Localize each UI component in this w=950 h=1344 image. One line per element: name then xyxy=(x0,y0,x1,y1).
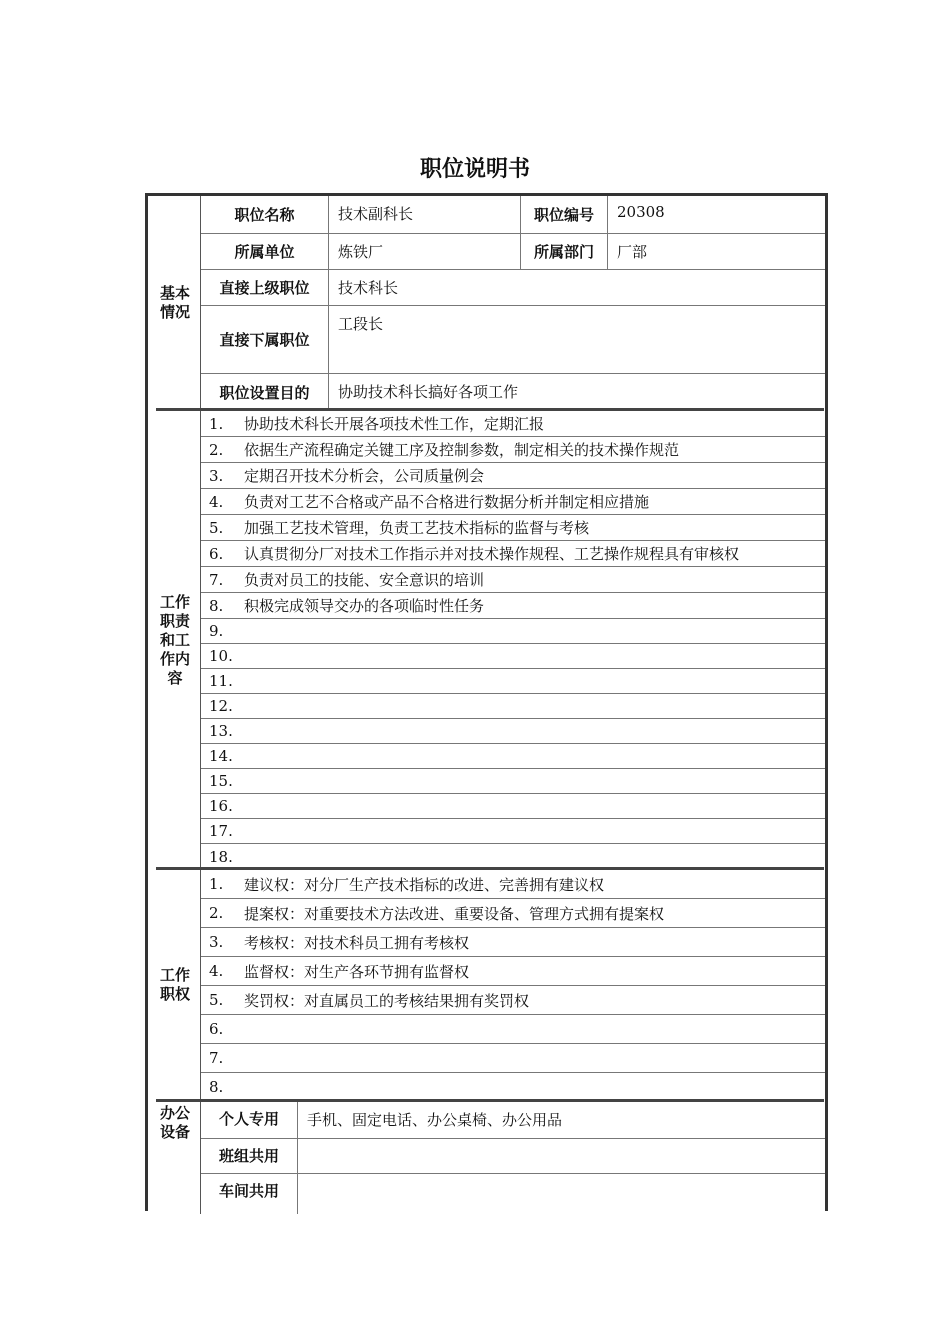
duty-item xyxy=(209,694,244,718)
duty-row xyxy=(201,719,825,744)
authority-item xyxy=(209,1015,244,1043)
equipment-row xyxy=(201,1139,825,1174)
duty-item xyxy=(209,541,739,566)
duty-item xyxy=(209,719,244,743)
superior-row xyxy=(201,270,825,306)
purpose-row xyxy=(201,374,825,410)
equipment-row-value xyxy=(297,1174,825,1214)
equipment-row-value: 手机、固定电话、办公桌椅、办公用品 xyxy=(297,1102,825,1138)
authority-text: 考核权：对技术科员工拥有考核权 xyxy=(244,933,470,952)
authority-item xyxy=(209,1073,244,1100)
subordinate-label: 直接下属职位 xyxy=(219,331,310,349)
equipment-row-label: 班组共用 xyxy=(218,1147,279,1165)
dept-value: 厂部 xyxy=(607,234,825,269)
position-no-label: 职位编号 xyxy=(520,196,607,233)
duty-row xyxy=(201,694,825,719)
authority-row xyxy=(201,899,825,928)
duty-number: 18. xyxy=(209,847,233,866)
position-row xyxy=(201,196,825,234)
authority-item xyxy=(209,870,604,898)
duty-number: 17. xyxy=(209,822,233,840)
equipment-label: 办公 设备 xyxy=(159,1104,190,1141)
duty-item xyxy=(209,515,589,540)
duty-number: 14. xyxy=(209,747,233,765)
equipment-row xyxy=(201,1102,825,1139)
authority-item xyxy=(209,899,664,927)
duty-number: 1. xyxy=(209,414,224,433)
duty-row xyxy=(201,437,825,463)
authority-text: 提案权：对重要技术方法改进、重要设备、管理方式拥有提案权 xyxy=(244,904,665,923)
duty-row xyxy=(201,819,825,844)
duty-row xyxy=(201,515,825,541)
authority-text: 监督权：对生产各环节拥有监督权 xyxy=(244,962,470,981)
duty-number: 9. xyxy=(209,622,224,640)
duty-item xyxy=(209,669,244,693)
duty-number: 15. xyxy=(209,772,233,790)
authority-section xyxy=(148,870,825,1100)
duty-row xyxy=(201,644,825,669)
purpose-label: 职位设置目的 xyxy=(219,383,310,402)
equipment-row-label: 个人专用 xyxy=(218,1110,279,1128)
authority-item xyxy=(209,928,469,956)
authority-text: 建议权：对分厂生产技术指标的改进、完善拥有建议权 xyxy=(244,875,605,894)
equipment-row-value xyxy=(297,1139,825,1173)
duty-text: 协助技术科长开展各项技术性工作，定期汇报 xyxy=(244,415,545,433)
duty-row xyxy=(201,844,825,869)
duty-item xyxy=(209,567,484,592)
duty-text: 定期召开技术分析会，公司质量例会 xyxy=(244,467,485,485)
duty-row xyxy=(201,489,825,515)
authority-row xyxy=(201,957,825,986)
job-description-table xyxy=(145,193,828,1211)
position-no-value: 20308 xyxy=(607,196,825,233)
duty-item xyxy=(209,489,649,514)
duty-number: 7. xyxy=(209,570,224,589)
authority-row xyxy=(201,870,825,899)
duties-label: 工作 职责 和工 作内 容 xyxy=(159,592,190,687)
equipment-body xyxy=(200,1102,825,1214)
dept-label: 所属部门 xyxy=(520,234,607,269)
authority-number: 2. xyxy=(209,904,224,922)
duty-text: 负责对员工的技能、安全意识的培训 xyxy=(244,571,485,589)
authority-row xyxy=(201,928,825,957)
duty-number: 3. xyxy=(209,466,224,485)
authority-item xyxy=(209,1044,244,1072)
unit-label: 所属单位 xyxy=(234,243,295,261)
purpose-value: 协助技术科长搞好各项工作 xyxy=(328,374,825,410)
duty-item xyxy=(209,769,244,793)
authority-row xyxy=(201,986,825,1015)
duty-text: 认真贯彻分厂对技术工作指示并对技术操作规程、工艺操作规程具有审核权 xyxy=(244,545,740,563)
duty-row xyxy=(201,744,825,769)
authority-item xyxy=(209,957,469,985)
position-name-value: 技术副科长 xyxy=(328,196,520,233)
superior-value: 技术科长 xyxy=(328,270,825,305)
duty-row xyxy=(201,794,825,819)
duty-number: 11. xyxy=(209,672,233,690)
duty-number: 13. xyxy=(209,722,233,740)
duty-number: 12. xyxy=(209,697,233,715)
duty-row xyxy=(201,593,825,619)
basic-info-section xyxy=(148,196,825,410)
duty-row xyxy=(201,619,825,644)
duty-item xyxy=(209,463,484,488)
duties-body xyxy=(200,411,825,869)
duty-number: 16. xyxy=(209,797,233,815)
authority-number: 7. xyxy=(209,1049,224,1067)
duties-section xyxy=(148,411,825,869)
duty-row xyxy=(201,567,825,593)
superior-label: 直接上级职位 xyxy=(219,279,310,297)
subordinate-value: 工段长 xyxy=(328,306,825,373)
authority-item xyxy=(209,986,529,1014)
duty-item xyxy=(209,619,244,643)
page-title: 职位说明书 xyxy=(419,157,530,182)
authority-label: 工作 职权 xyxy=(159,966,190,1003)
basic-info-body xyxy=(200,196,825,410)
equipment-row-label: 车间共用 xyxy=(218,1182,279,1200)
duty-text: 依据生产流程确定关键工序及控制参数，制定相关的技术操作规范 xyxy=(244,441,680,459)
duty-item xyxy=(209,744,244,768)
unit-value: 炼铁厂 xyxy=(328,234,520,269)
authority-row xyxy=(201,1073,825,1100)
duty-item xyxy=(209,593,484,618)
authority-number: 4. xyxy=(209,962,224,980)
position-name-label: 职位名称 xyxy=(234,206,295,224)
authority-body xyxy=(200,870,825,1100)
duty-row xyxy=(201,769,825,794)
duty-row xyxy=(201,541,825,567)
duty-text: 负责对工艺不合格或产品不合格进行数据分析并制定相应措施 xyxy=(244,493,650,511)
duty-number: 6. xyxy=(209,544,224,563)
authority-row xyxy=(201,1015,825,1044)
unit-row xyxy=(201,234,825,270)
duty-item xyxy=(209,844,244,869)
duty-item xyxy=(209,794,244,818)
subordinate-row xyxy=(201,306,825,374)
duty-row xyxy=(201,411,825,437)
duty-text: 积极完成领导交办的各项临时性任务 xyxy=(244,597,485,615)
equipment-row xyxy=(201,1174,825,1214)
duty-number: 2. xyxy=(209,440,224,459)
authority-number: 6. xyxy=(209,1020,224,1038)
authority-number: 8. xyxy=(209,1077,224,1096)
duty-item xyxy=(209,437,679,462)
duty-item xyxy=(209,819,244,843)
duty-number: 8. xyxy=(209,596,224,615)
basic-info-label: 基本 情况 xyxy=(159,284,190,321)
duty-item xyxy=(209,411,544,436)
authority-number: 1. xyxy=(209,875,224,893)
duty-row xyxy=(201,463,825,489)
duty-item xyxy=(209,644,244,668)
authority-number: 3. xyxy=(209,933,224,951)
duty-row xyxy=(201,669,825,694)
authority-number: 5. xyxy=(209,991,224,1009)
authority-text: 奖罚权：对直属员工的考核结果拥有奖罚权 xyxy=(244,991,530,1010)
authority-row xyxy=(201,1044,825,1073)
duty-number: 10. xyxy=(209,647,233,665)
equipment-section xyxy=(148,1102,825,1214)
duty-number: 4. xyxy=(209,492,224,511)
duty-text: 加强工艺技术管理，负责工艺技术指标的监督与考核 xyxy=(244,519,590,537)
duty-number: 5. xyxy=(209,518,224,537)
